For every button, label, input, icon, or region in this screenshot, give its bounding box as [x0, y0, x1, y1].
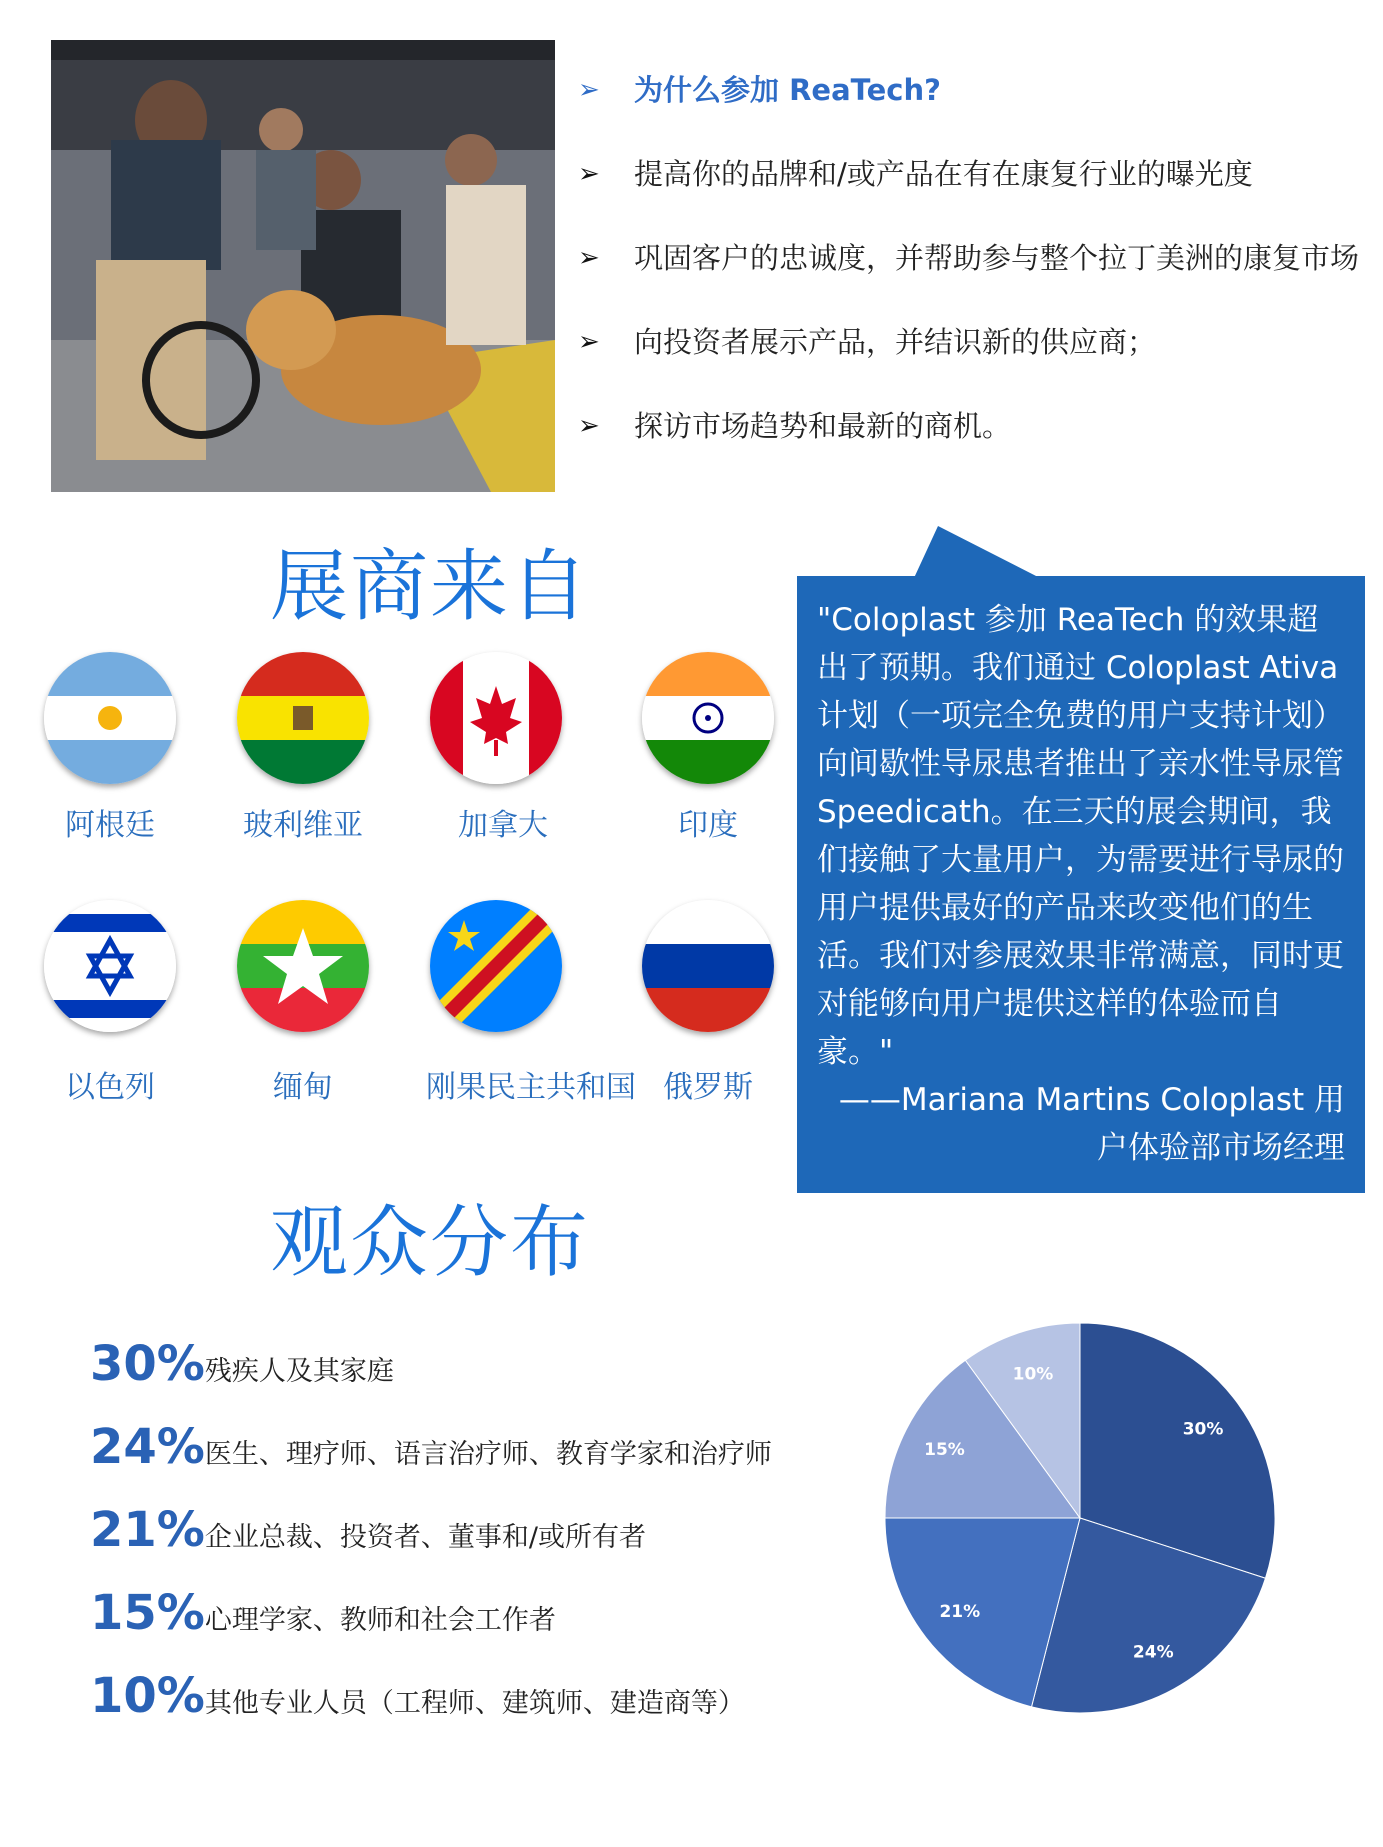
arrow-bullet-icon: ➢ — [578, 159, 600, 189]
israel-flag-icon — [44, 900, 176, 1032]
list-item: ➢ 向投资者展示产品，并结识新的供应商； — [578, 312, 1378, 396]
pie-slice-label: 21% — [939, 1602, 981, 1623]
audience-title: 观众分布 — [270, 1198, 591, 1288]
audience-stat: 21%企业总裁、投资者、董事和/或所有者 — [90, 1502, 646, 1558]
list-item: ➢ 提高你的品牌和/或产品在有在康复行业的曝光度 — [578, 144, 1378, 228]
country-label: 缅甸 — [273, 1070, 333, 1105]
audience-stat: 15%心理学家、教师和社会工作者 — [90, 1585, 556, 1641]
arrow-bullet-icon: ➢ — [578, 243, 600, 273]
arrow-bullet-icon: ➢ — [578, 411, 600, 441]
myanmar-flag-icon — [237, 900, 369, 1032]
country-label: 印度 — [678, 808, 738, 843]
pie-slice-label: 30% — [1182, 1419, 1224, 1440]
list-item: ➢ 巩固客户的忠诚度，并帮助参与整个拉丁美洲的康复市场 — [578, 228, 1378, 312]
testimonial-quote — [797, 576, 1365, 1193]
audience-pie-chart — [880, 1318, 1280, 1718]
bolivia-flag-icon — [237, 652, 369, 784]
dr-congo-flag-icon — [430, 900, 562, 1032]
quote-attribution: ——Mariana Martins Coloplast 用户体验部市场经理 — [838, 1082, 1345, 1166]
expo-photo — [51, 40, 555, 492]
pie-slice-label: 24% — [1132, 1642, 1174, 1663]
pie-slice-label: 10% — [1012, 1364, 1054, 1385]
argentina-flag-icon — [44, 652, 176, 784]
why-attend-heading: ➢ 为什么参加 ReaTech? — [578, 60, 1378, 144]
list-item: ➢ 探访市场趋势和最新的商机。 — [578, 396, 1378, 480]
arrow-bullet-icon: ➢ — [578, 75, 600, 105]
country-label: 加拿大 — [458, 808, 548, 843]
country-label: 刚果民主共和国 — [426, 1070, 636, 1105]
why-attend-list — [578, 60, 1378, 480]
quote-text: "Coloplast 参加 ReaTech 的效果超出了预期。我们通过 Coloplast Ativa 计划（一项完全免费的用户支持计划）向间歇性导尿患者推出了亲水性导尿管 Speedicath。在三天的展会期间，我们接触了大量用户，为需要进行导尿的用户提供最好的产品来改变他们的生活。我们对参展效果非常满意，同时更对能够向用户提供这样的体验而自豪。" — [817, 602, 1344, 1070]
country-label: 玻利维亚 — [243, 808, 363, 843]
pie-slice-label: 15% — [924, 1439, 965, 1460]
quote-tail — [880, 526, 1060, 578]
audience-stat: 24%医生、理疗师、语言治疗师、教育学家和治疗师 — [90, 1419, 772, 1475]
country-label: 以色列 — [65, 1070, 155, 1105]
country-label: 俄罗斯 — [663, 1070, 753, 1105]
india-flag-icon — [642, 652, 774, 784]
audience-stat: 30%残疾人及其家庭 — [90, 1336, 394, 1392]
russia-flag-icon — [642, 900, 774, 1032]
audience-stat: 10%其他专业人员（工程师、建筑师、建造商等） — [90, 1668, 745, 1724]
canada-flag-icon — [430, 652, 562, 784]
exhibitors-title: 展商来自 — [270, 542, 591, 632]
country-label: 阿根廷 — [65, 808, 155, 843]
arrow-bullet-icon: ➢ — [578, 327, 600, 357]
